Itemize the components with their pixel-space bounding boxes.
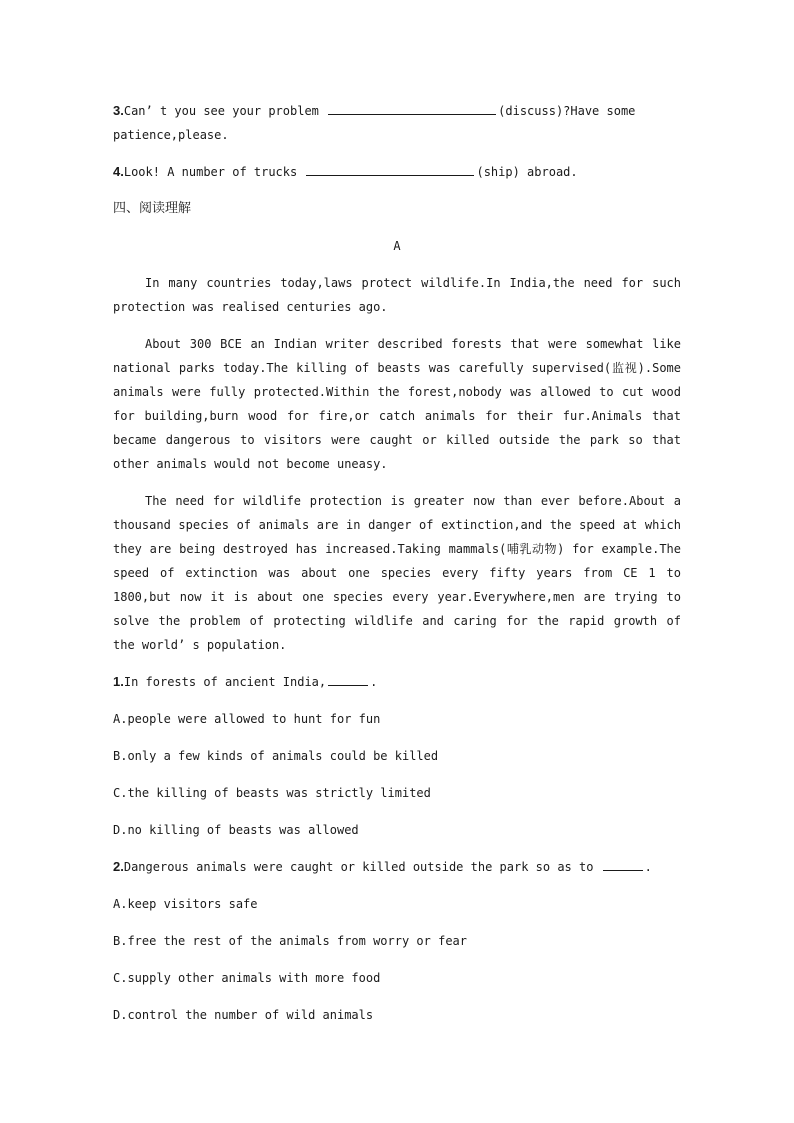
question-1-option-b[interactable]: B.only a few kinds of animals could be killed [113,749,439,763]
passage-paragraph: The need for wildlife protection is greater now than ever before.About a thousand species of animals are in danger of extinction,and the speed at which they are being destroyed has increased.Taking mammals(哺乳动物) for example.The speed of extinction was about one species every fifty years from CE 1 to 1800,but now it is about one species every year.Everywhere,men are trying to solve the problem of protecting wildlife and caring for the rapid growth of the world’ s population. [113,494,681,652]
passage-paragraph: About 300 BCE an Indian writer described forests that were somewhat like national parks today.The killing of beasts was carefully supervised(监视).Some animals were fully protected.Within the forest,nobody was allowed to cut wood for building,burn wood for fire,or catch animals for their fur.Animals that became dangerous to visitors were caught or killed outside the park so that other animals would not become uneasy. [113,337,681,471]
section-title: 四、阅读理解 [113,201,192,216]
question-1-option-a[interactable]: A.people were allowed to hunt for fun [113,712,381,726]
question-2-option-a[interactable]: A.keep visitors safe [113,897,258,911]
passage-letter: A [393,239,401,253]
answer-blank[interactable] [328,101,496,115]
question-2-option-d[interactable]: D.control the number of wild animals [113,1008,374,1022]
item-number: 4. [113,164,124,179]
fill-in-line [113,99,681,123]
fill-in-line [113,160,681,184]
question-number: 2. [113,859,124,874]
fill-in-continuation: patience,please. [113,128,229,142]
item-text-after: (ship) abroad. [476,165,578,179]
fill-in-item-3 [113,99,681,147]
question-1-option-d[interactable]: D.no killing of beasts was allowed [113,823,359,837]
question-text: In forests of ancient India, [123,675,327,689]
document-page [113,99,681,1040]
item-text-before: Look! A number of trucks [123,165,305,179]
item-text-before: Can’ t you see your problem [123,104,327,118]
question-text: Dangerous animals were caught or killed outside the park so as to [123,860,601,874]
answer-blank[interactable] [328,672,368,686]
question-1-stem [113,670,681,694]
question-2-stem [113,855,681,879]
fill-in-item-4 [113,160,681,184]
question-text-end: . [644,860,652,874]
item-number: 3. [113,103,124,118]
question-2-option-b[interactable]: B.free the rest of the animals from worry or fear [113,934,468,948]
passage-paragraph: In many countries today,laws protect wildlife.In India,the need for such protection was realised centuries ago. [113,276,681,314]
question-1-option-c[interactable]: C.the killing of beasts was strictly limited [113,786,431,800]
item-text-after: (discuss)?Have some [498,104,636,118]
answer-blank[interactable] [306,162,474,176]
answer-blank[interactable] [603,857,643,871]
question-number: 1. [113,674,124,689]
question-text-end: . [370,675,378,689]
question-2-option-c[interactable]: C.supply other animals with more food [113,971,381,985]
